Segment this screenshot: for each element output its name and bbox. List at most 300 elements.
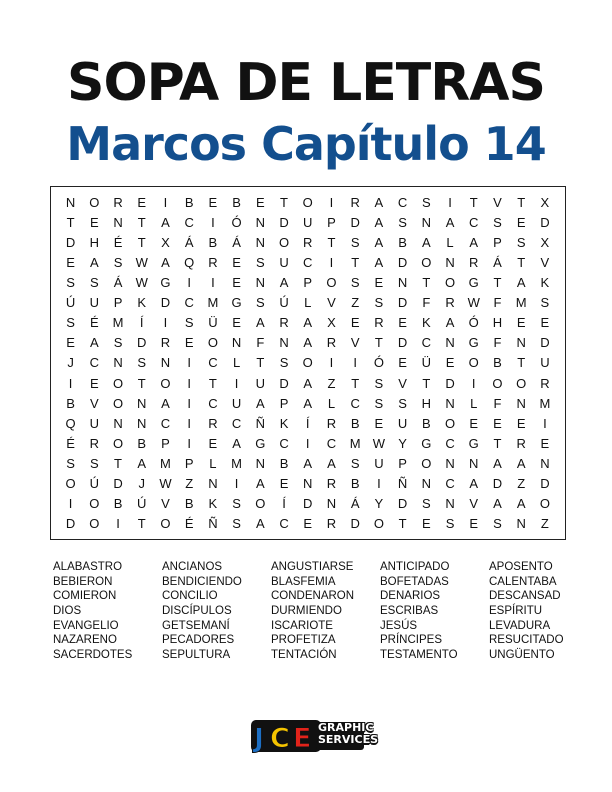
grid-letter: E xyxy=(398,355,408,371)
grid-letter: A xyxy=(303,456,313,472)
grid-letter: T xyxy=(137,214,147,230)
grid-letter: A xyxy=(374,214,384,230)
grid-letter: C xyxy=(303,254,313,270)
word-list-item: GETSEMANÍ xyxy=(162,619,230,632)
word-list-item: TESTAMENTO xyxy=(380,649,458,662)
grid-letter: C xyxy=(279,435,290,451)
grid-letter: T xyxy=(493,275,502,291)
grid-letter: C xyxy=(469,214,479,230)
grid-letter: V xyxy=(161,496,171,512)
grid-letter: Í xyxy=(282,496,287,512)
grid-letter: X xyxy=(540,194,550,210)
grid-letter: D xyxy=(397,335,408,351)
grid-letter: A xyxy=(445,315,455,331)
grid-letter: B xyxy=(184,496,194,512)
grid-letter: D xyxy=(279,214,290,230)
grid-letter: O xyxy=(89,496,100,512)
grid-letter: D xyxy=(540,476,551,492)
word-list-item: CONCILIO xyxy=(162,590,218,603)
grid-letter: I xyxy=(329,254,334,270)
grid-letter: D xyxy=(397,254,408,270)
word-list-item: ANTICIPADO xyxy=(380,561,450,573)
grid-letter: E xyxy=(516,315,526,331)
grid-letter: W xyxy=(159,476,173,492)
grid-letter: N xyxy=(255,214,266,230)
grid-letter: I xyxy=(234,375,239,391)
grid-letter: B xyxy=(421,415,432,431)
grid-letter: A xyxy=(161,214,171,230)
grid-letter: W xyxy=(467,295,481,311)
grid-letter: H xyxy=(89,234,100,250)
logo-text xyxy=(318,722,378,746)
grid-letter: N xyxy=(137,395,147,411)
grid-letter: G xyxy=(468,275,480,291)
grid-letter: K xyxy=(137,295,147,311)
grid-letter: L xyxy=(327,395,336,411)
word-list-item: ALABASTRO xyxy=(53,561,123,573)
grid-letter: R xyxy=(208,415,219,431)
grid-letter: K xyxy=(279,415,289,431)
grid-letter: N xyxy=(303,476,313,492)
grid-letter: I xyxy=(448,194,453,210)
grid-letter: Q xyxy=(65,415,77,431)
grid-letter: E xyxy=(232,275,242,291)
grid-letter: C xyxy=(184,295,195,311)
grid-letter: A xyxy=(303,375,313,391)
grid-letter: T xyxy=(517,355,526,371)
grid-letter: N xyxy=(113,214,124,230)
logo-line-services: SERVICES xyxy=(318,733,379,746)
grid-letter: S xyxy=(66,315,76,331)
grid-letter: S xyxy=(66,456,76,472)
grid-letter: B xyxy=(137,435,147,451)
grid-letter: O xyxy=(444,275,456,291)
grid-letter: O xyxy=(492,375,504,391)
grid-letter: D xyxy=(540,335,551,351)
grid-letter: C xyxy=(160,415,171,431)
jce-graphic-services-logo xyxy=(250,716,379,758)
grid-letter: A xyxy=(516,456,526,472)
grid-letter: É xyxy=(184,516,194,532)
grid-letter: O xyxy=(112,435,124,451)
grid-letter: E xyxy=(421,516,432,532)
grid-letter: A xyxy=(89,254,100,270)
puzzle-title: SOPA DE LETRAS xyxy=(67,53,545,113)
grid-letter: S xyxy=(421,496,432,512)
grid-letter: S xyxy=(89,456,100,472)
grid-letter: N xyxy=(160,355,171,371)
grid-letter: N xyxy=(516,335,527,351)
grid-letter: J xyxy=(138,476,146,492)
grid-letter: O xyxy=(255,496,266,512)
grid-letter: V xyxy=(540,254,550,270)
grid-letter: D xyxy=(303,496,313,512)
grid-letter: N xyxy=(137,415,147,431)
word-list-item: PECADORES xyxy=(162,634,235,647)
grid-letter: R xyxy=(279,315,290,331)
word-list-item: DISCÍPULOS xyxy=(162,605,232,618)
grid-letter: A xyxy=(232,435,242,451)
grid-letter: I xyxy=(187,415,192,431)
grid-letter: U xyxy=(279,254,290,270)
letter-grid-frame xyxy=(50,186,566,540)
grid-letter: P xyxy=(161,435,171,451)
grid-letter: P xyxy=(398,456,408,472)
grid-letter: A xyxy=(89,335,100,351)
grid-letter: O xyxy=(516,375,527,391)
grid-letter: N xyxy=(113,355,124,371)
word-list-item: CALENTABA xyxy=(489,575,557,588)
grid-letter: D xyxy=(492,476,503,492)
grid-letter: C xyxy=(279,516,290,532)
letter-grid xyxy=(51,187,565,539)
grid-letter: W xyxy=(135,275,149,291)
grid-letter: D xyxy=(137,335,147,351)
grid-letter: D xyxy=(350,214,361,230)
grid-letter: R xyxy=(374,315,385,331)
word-list-item: EVANGELIO xyxy=(53,619,119,632)
grid-letter: I xyxy=(187,275,192,291)
grid-letter: N xyxy=(421,214,432,230)
grid-letter: N xyxy=(279,335,290,351)
grid-letter: Ñ xyxy=(208,516,219,532)
grid-letter: N xyxy=(445,395,456,411)
grid-letter: N xyxy=(445,496,456,512)
grid-letter: I xyxy=(116,516,121,532)
grid-letter: E xyxy=(255,194,266,210)
word-list-item: CONDENARON xyxy=(271,590,355,603)
grid-letter: P xyxy=(327,214,337,230)
grid-letter: N xyxy=(397,275,408,291)
grid-letter: D xyxy=(397,295,408,311)
grid-letter: Á xyxy=(113,275,123,291)
grid-letter: A xyxy=(374,234,384,250)
grid-letter: E xyxy=(208,194,218,210)
grid-letter: A xyxy=(493,456,503,472)
grid-letter: D xyxy=(445,375,456,391)
grid-letter: U xyxy=(303,214,313,230)
word-list-item: LEVADURA xyxy=(489,619,551,632)
grid-letter: S xyxy=(374,395,384,411)
grid-letter: G xyxy=(468,435,480,451)
grid-letter: N xyxy=(326,496,337,512)
grid-letter: L xyxy=(304,295,312,311)
grid-letter: C xyxy=(184,214,195,230)
grid-letter: I xyxy=(329,194,334,210)
grid-letter: K xyxy=(421,315,432,331)
word-list-item: ESPÍRITU xyxy=(489,605,543,618)
word-list-item: UNGÜENTO xyxy=(489,649,555,662)
grid-letter: A xyxy=(303,395,313,411)
grid-letter: M xyxy=(231,456,243,472)
grid-letter: E xyxy=(350,315,360,331)
word-list-item: PRÍNCIPES xyxy=(380,634,442,647)
grid-letter: R xyxy=(208,254,219,270)
grid-letter: T xyxy=(351,375,360,391)
grid-letter: N xyxy=(113,415,124,431)
grid-letter: S xyxy=(493,516,503,532)
word-list-item: TENTACIÓN xyxy=(271,649,337,662)
grid-letter: R xyxy=(160,335,171,351)
grid-letter: T xyxy=(351,254,360,270)
grid-letter: F xyxy=(493,295,502,311)
svg-text:C: C xyxy=(270,723,290,754)
grid-letter: D xyxy=(65,234,76,250)
grid-letter: P xyxy=(279,395,289,411)
grid-letter: S xyxy=(89,275,100,291)
grid-letter: C xyxy=(208,355,219,371)
grid-letter: E xyxy=(232,315,242,331)
grid-letter: A xyxy=(469,476,479,492)
grid-letter: R xyxy=(540,375,551,391)
grid-letter: U xyxy=(255,375,266,391)
grid-letter: N xyxy=(231,335,242,351)
grid-letter: E xyxy=(66,254,76,270)
grid-letter: C xyxy=(326,435,337,451)
grid-letter: É xyxy=(66,435,76,451)
grid-letter: B xyxy=(279,456,289,472)
grid-letter: C xyxy=(350,395,361,411)
grid-letter: N xyxy=(65,194,76,210)
grid-letter: X xyxy=(327,315,337,331)
grid-letter: V xyxy=(327,295,337,311)
grid-letter: D xyxy=(65,516,76,532)
grid-letter: Ú xyxy=(279,295,290,311)
grid-letter: T xyxy=(137,516,147,532)
grid-letter: U xyxy=(89,295,100,311)
word-list-item: DIOS xyxy=(53,605,82,618)
word-list-item: ISCARIOTE xyxy=(271,619,333,632)
grid-letter: S xyxy=(279,355,289,371)
grid-letter: R xyxy=(113,194,124,210)
grid-letter: Z xyxy=(327,375,336,391)
grid-letter: C xyxy=(231,415,242,431)
grid-letter: O xyxy=(89,516,100,532)
grid-letter: A xyxy=(255,395,266,411)
grid-letter: K xyxy=(208,496,218,512)
grid-letter: I xyxy=(68,375,73,391)
grid-letter: L xyxy=(446,234,455,250)
word-list-item: BEBIERON xyxy=(53,575,113,588)
grid-letter: S xyxy=(398,395,408,411)
grid-letter: N xyxy=(516,395,527,411)
grid-letter: G xyxy=(468,335,480,351)
grid-letter: É xyxy=(113,234,123,250)
word-list-item: BOFETADAS xyxy=(380,575,449,588)
grid-letter: A xyxy=(374,194,384,210)
grid-letter: V xyxy=(89,395,100,411)
grid-letter: E xyxy=(469,516,479,532)
grid-letter: A xyxy=(421,234,432,250)
grid-letter: G xyxy=(231,295,243,311)
grid-letter: B xyxy=(113,496,123,512)
grid-letter: W xyxy=(372,435,386,451)
grid-letter: É xyxy=(89,315,100,331)
grid-letter: R xyxy=(326,476,337,492)
grid-letter: Z xyxy=(517,476,526,492)
grid-letter: I xyxy=(329,355,334,371)
grid-letter: C xyxy=(89,355,100,371)
grid-letter: D xyxy=(350,516,361,532)
grid-letter: Ó xyxy=(231,214,243,230)
grid-letter: Ó xyxy=(373,355,385,371)
grid-letter: E xyxy=(445,355,455,371)
grid-letter: L xyxy=(232,355,241,371)
grid-letter: N xyxy=(469,456,479,472)
grid-letter: A xyxy=(279,275,289,291)
grid-letter: N xyxy=(445,456,456,472)
grid-letter: S xyxy=(350,275,360,291)
grid-letter: L xyxy=(470,395,478,411)
grid-letter: A xyxy=(445,214,455,230)
grid-letter: U xyxy=(397,415,408,431)
grid-letter: Ü xyxy=(421,355,432,371)
puzzle-subtitle: Marcos Capítulo 14 xyxy=(66,117,546,171)
word-list-item: BENDICIENDO xyxy=(162,575,242,588)
grid-letter: N xyxy=(255,275,266,291)
grid-letter: I xyxy=(163,194,168,210)
grid-letter: F xyxy=(256,335,265,351)
word-list-item: ANGUSTIARSE xyxy=(271,561,354,573)
svg-text:E: E xyxy=(293,723,312,754)
grid-letter: E xyxy=(398,315,408,331)
word-list xyxy=(53,560,573,663)
word-list-item: DESCANSAD xyxy=(489,590,561,603)
grid-letter: Í xyxy=(305,415,311,431)
grid-letter: F xyxy=(493,335,502,351)
grid-letter: E xyxy=(374,415,384,431)
grid-letter: I xyxy=(234,476,239,492)
grid-letter: S xyxy=(516,234,526,250)
grid-letter: E xyxy=(540,435,550,451)
grid-letter: O xyxy=(302,355,314,371)
grid-letter: V xyxy=(398,375,408,391)
grid-letter: E xyxy=(208,435,218,451)
grid-letter: M xyxy=(160,456,172,472)
grid-letter: T xyxy=(327,234,336,250)
grid-letter: L xyxy=(209,456,217,472)
grid-letter: P xyxy=(113,295,123,311)
grid-letter: P xyxy=(493,234,503,250)
grid-letter: E xyxy=(516,415,526,431)
grid-letter: A xyxy=(469,234,479,250)
grid-letter: N xyxy=(445,254,456,270)
grid-letter: M xyxy=(207,295,219,311)
grid-letter: S xyxy=(184,315,194,331)
grid-letter: O xyxy=(539,496,551,512)
grid-letter: R xyxy=(326,335,337,351)
grid-letter: X xyxy=(161,234,171,250)
grid-letter: E xyxy=(137,194,147,210)
grid-letter: A xyxy=(303,315,313,331)
grid-letter: V xyxy=(350,335,360,351)
grid-letter: E xyxy=(232,254,242,270)
grid-letter: N xyxy=(208,476,219,492)
grid-letter: S xyxy=(374,295,384,311)
grid-letter: Ñ xyxy=(255,415,266,431)
grid-letter: R xyxy=(469,254,479,270)
grid-letter: Y xyxy=(374,496,384,512)
grid-letter: T xyxy=(374,335,384,351)
grid-letter: P xyxy=(303,275,313,291)
grid-letter: I xyxy=(187,375,192,391)
word-list-item: SEPULTURA xyxy=(162,649,231,662)
grid-letter: E xyxy=(89,214,100,230)
grid-letter: I xyxy=(543,415,548,431)
grid-letter: Á xyxy=(232,234,242,250)
grid-letter: O xyxy=(421,456,432,472)
grid-letter: O xyxy=(468,355,480,371)
grid-letter: T xyxy=(398,516,408,532)
grid-letter: R xyxy=(89,435,100,451)
grid-letter: S xyxy=(493,214,503,230)
grid-letter: B xyxy=(184,194,194,210)
grid-letter: C xyxy=(445,435,456,451)
grid-letter: J xyxy=(67,355,75,371)
grid-letter: Ñ xyxy=(397,476,408,492)
grid-letter: S xyxy=(421,194,432,210)
grid-letter: N xyxy=(540,456,551,472)
grid-letter: T xyxy=(114,456,123,472)
grid-letter: D xyxy=(397,496,408,512)
grid-letter: Q xyxy=(184,254,195,270)
grid-letter: V xyxy=(469,496,479,512)
grid-letter: C xyxy=(445,476,456,492)
grid-letter: X xyxy=(540,234,550,250)
grid-letter: Y xyxy=(398,435,408,451)
grid-letter: R xyxy=(516,435,527,451)
grid-letter: I xyxy=(68,496,73,512)
grid-letter: G xyxy=(421,435,432,451)
grid-letter: O xyxy=(160,516,172,532)
grid-letter: T xyxy=(517,194,526,210)
grid-letter: I xyxy=(305,435,311,451)
grid-letter: I xyxy=(211,214,216,230)
grid-letter: T xyxy=(469,194,479,210)
grid-letter: O xyxy=(302,194,314,210)
grid-letter: V xyxy=(493,194,503,210)
grid-letter: O xyxy=(373,516,385,532)
grid-letter: N xyxy=(421,476,432,492)
grid-letter: C xyxy=(421,335,432,351)
grid-letter: I xyxy=(377,476,382,492)
grid-letter: K xyxy=(540,275,550,291)
grid-letter: Á xyxy=(184,234,194,250)
grid-letter: E xyxy=(66,335,76,351)
word-list-item: BLASFEMIA xyxy=(271,575,336,588)
grid-letter: C xyxy=(397,194,408,210)
grid-letter: T xyxy=(256,355,265,371)
grid-letter: O xyxy=(112,375,124,391)
grid-letter: A xyxy=(516,275,526,291)
word-list-item: COMIERON xyxy=(53,590,117,603)
grid-letter: Í xyxy=(139,315,145,331)
grid-letter: E xyxy=(184,335,194,351)
grid-letter: Á xyxy=(350,496,360,512)
grid-letter: A xyxy=(137,456,147,472)
grid-letter: I xyxy=(187,435,192,451)
grid-letter: B xyxy=(232,194,242,210)
logo-line-graphic: GRAPHIC xyxy=(318,721,374,734)
grid-letter: D xyxy=(160,295,171,311)
grid-letter: A xyxy=(374,254,384,270)
grid-letter: A xyxy=(303,335,313,351)
grid-letter: E xyxy=(493,415,503,431)
grid-letter: A xyxy=(516,496,526,512)
grid-letter: T xyxy=(422,375,431,391)
grid-letter: U xyxy=(374,456,385,472)
grid-letter: S xyxy=(398,214,408,230)
